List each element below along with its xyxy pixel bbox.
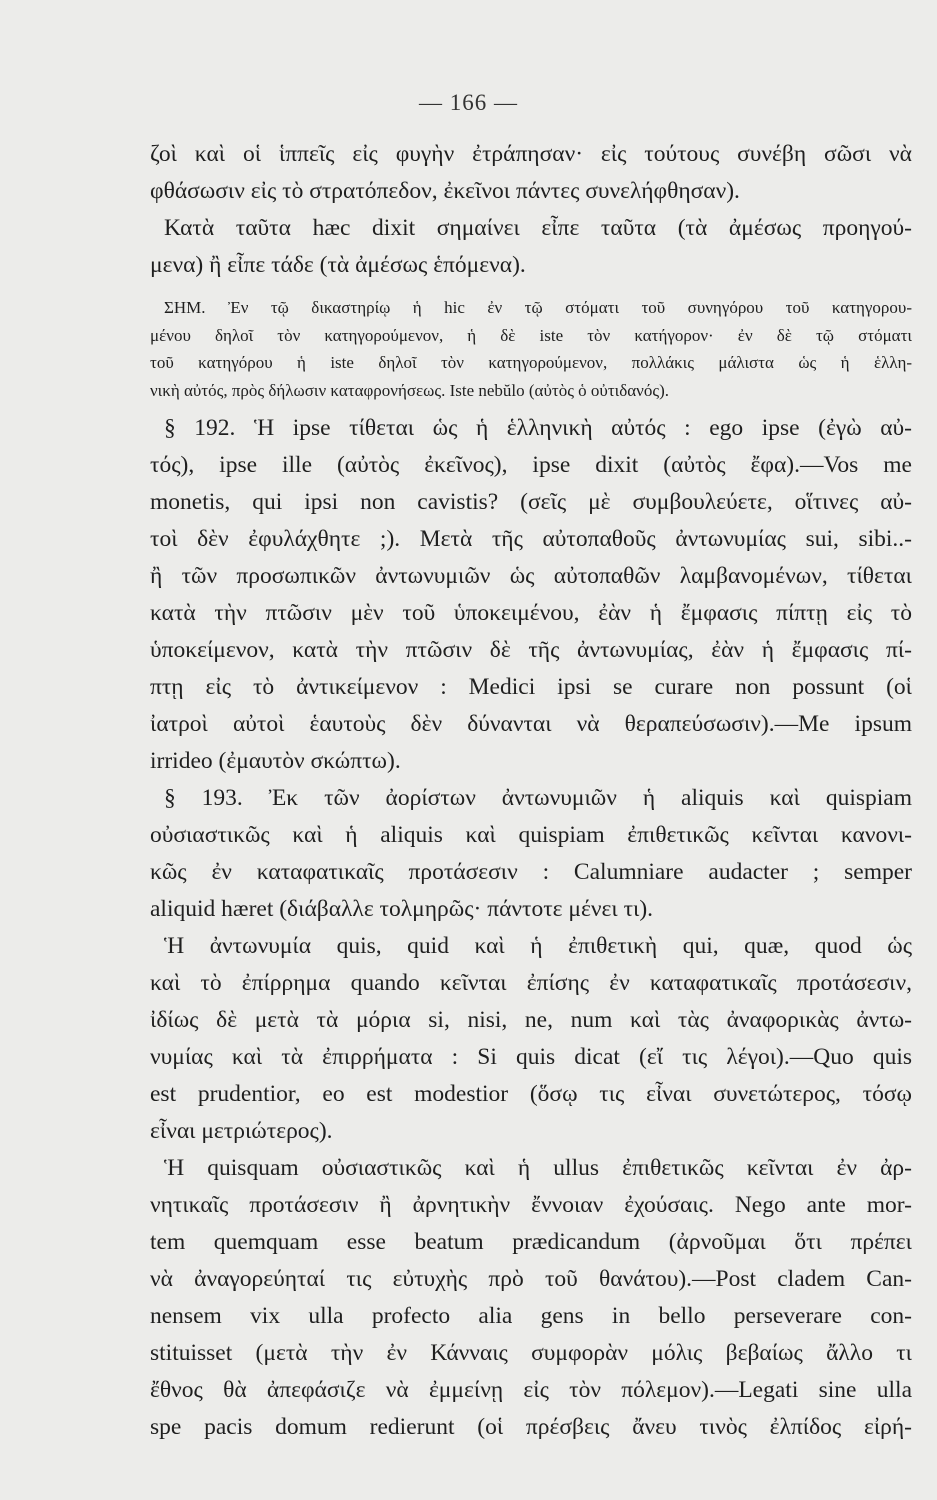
page-number: — 166 — <box>419 90 518 115</box>
note-line: νικὴ αὐτός, πρὸς δήλωσιν καταφρονήσεως. Iste nebŭlo (αὐτὸς ὁ οὐτιδανός). <box>150 380 669 400</box>
text-line: Ἡ quisquam οὐσιαστικῶς καὶ ἡ ullus ἐπιθετικῶς κεῖνται ἐν ἀρ- <box>164 1155 912 1181</box>
text-line: νὰ ἀναγορεύηταί τις εὐτυχὴς πρὸ τοῦ θανάτου).—Post cladem Can- <box>150 1266 912 1292</box>
text-line: Κατὰ ταῦτα hæc dixit σημαίνει εἶπε ταῦτα (τὰ ἀμέσως προηγού- <box>164 215 912 241</box>
text-line: ὑποκείμενον, κατὰ τὴν πτῶσιν δὲ τῆς ἀντωνυμίας, ἐὰν ἡ ἔμφασις πί- <box>150 637 912 663</box>
text-line: τοὶ δὲν ἐφυλάχθητε ;). Μετὰ τῆς αὐτοπαθοῦς ἀντωνυμίας sui, sibi..- <box>150 526 912 552</box>
text-line: spe pacis domum redierunt (οἱ πρέσβεις ἄνευ τινὸς ἐλπίδος εἰρή- <box>150 1414 912 1440</box>
text-line: stituisset (μετὰ τὴν ἐν Κάνναις συμφορὰν μόλις βεβαίως ἄλλο τι <box>150 1340 912 1366</box>
text-line: νητικαῖς προτάσεσιν ἢ ἀρνητικὴν ἔννοιαν ἐχούσαις. Nego ante mor- <box>150 1192 912 1218</box>
text-line: ἰδίως δὲ μετὰ τὰ μόρια si, nisi, ne, num καὶ τὰς ἀναφορικὰς ἀντω- <box>150 1007 912 1033</box>
text-line: Ἡ ἀντωνυμία quis, quid καὶ ἡ ἐπιθετικὴ qui, quæ, quod ὡς <box>164 933 912 959</box>
text-line: ἰατροὶ αὐτοὶ ἑαυτοὺς δὲν δύνανται νὰ θεραπεύσωσιν).—Me ipsum <box>150 711 912 737</box>
text-line: φθάσωσιν εἰς τὸ στρατόπεδον, ἐκεῖνοι πάντες συνελήφθησαν). <box>150 178 740 204</box>
text-line: § 192. Ἡ ipse τίθεται ὡς ἡ ἑλληνικὴ αὐτός : ego ipse (ἐγὼ αὐ- <box>164 415 912 441</box>
text-line: εἶναι μετριώτερος). <box>150 1118 333 1144</box>
text-line: μενα) ἢ εἶπε τάδε (τὰ ἀμέσως ἑπόμενα). <box>150 252 526 278</box>
text-line: § 193. Ἐκ τῶν ἀορίστων ἀντωνυμιῶν ἡ aliquis καὶ quispiam <box>164 785 912 811</box>
page-text <box>150 136 912 1446</box>
text-line: ἔθνος θὰ ἀπεφάσιζε νὰ ἐμμείνῃ εἰς τὸν πόλεμον).—Legati sine ulla <box>150 1377 912 1403</box>
text-line: est prudentior, eo est modestior (ὅσῳ τις εἶναι συνετώτερος, τόσῳ <box>150 1081 912 1107</box>
text-line: irrideo (ἐμαυτὸν σκώπτω). <box>150 748 401 774</box>
text-line: tem quemquam esse beatum prædicandum (ἀρνοῦμαι ὅτι πρέπει <box>150 1229 912 1255</box>
text-line: ἢ τῶν προσωπικῶν ἀντωνυμιῶν ὡς αὐτοπαθῶν λαμβανομένων, τίθεται <box>150 563 912 589</box>
note-line: ΣΗΜ. Ἐν τῷ δικαστηρίῳ ἡ hic ἐν τῷ στόματι τοῦ συνηγόρου τοῦ κατηγορου- <box>164 298 912 317</box>
text-line: νυμίας καὶ τὰ ἐπιρρήματα : Si quis dicat (εἴ τις λέγοι).—Quo quis <box>150 1044 912 1070</box>
text-line: καὶ τὸ ἐπίρρημα quando κεῖνται ἐπίσης ἐν καταφατικαῖς προτάσεσιν, <box>150 970 912 996</box>
text-line: οὐσιαστικῶς καὶ ἡ aliquis καὶ quispiam ἐπιθετικῶς κεῖνται κανονι- <box>150 822 912 848</box>
text-line: πτῃ εἰς τὸ ἀντικείμενον : Medici ipsi se curare non possunt (οἱ <box>150 674 912 700</box>
paragraph-continuation <box>150 136 912 210</box>
paragraph-quisquam <box>150 1150 912 1446</box>
note-paragraph <box>150 294 912 404</box>
section-193 <box>150 780 912 928</box>
paragraph-hac-dixit <box>150 210 912 284</box>
text-line: κῶς ἐν καταφατικαῖς προτάσεσιν : Calumniare audacter ; semper <box>150 859 912 885</box>
text-line: aliquid hæret (διάβαλλε τολμηρῶς· πάντοτε μένει τι). <box>150 896 654 922</box>
text-line: κατὰ τὴν πτῶσιν μὲν τοῦ ὑποκειμένου, ἐὰν ἡ ἔμφασις πίπτῃ εἰς τὸ <box>150 600 912 626</box>
section-192 <box>150 410 912 780</box>
note-line: μένου δηλοῖ τὸν κατηγορούμενον, ἡ δὲ iste τὸν κατήγορον· ἐν δὲ τῷ στόματι <box>150 325 912 345</box>
text-line: nensem vix ulla profecto alia gens in bello perseverare con- <box>150 1303 912 1329</box>
text-line: ζοὶ καὶ οἱ ἱππεῖς εἰς φυγὴν ἐτράπησαν· εἰς τούτους συνέβη σῶσι νὰ <box>150 141 912 167</box>
text-line: monetis, qui ipsi non cavistis? (σεῖς μὲ συμβουλεύετε, οἵτινες αὐ- <box>150 489 912 515</box>
paragraph-quis <box>150 928 912 1150</box>
note-line: τοῦ κατηγόρου ἡ iste δηλοῖ τὸν κατηγορούμενον, πολλάκις μάλιστα ὡς ἡ ἑλλη- <box>150 353 912 372</box>
text-line: τός), ipse ille (αὐτὸς ἐκεῖνος), ipse dixit (αὐτὸς ἔφα).—Vos me <box>150 452 912 478</box>
